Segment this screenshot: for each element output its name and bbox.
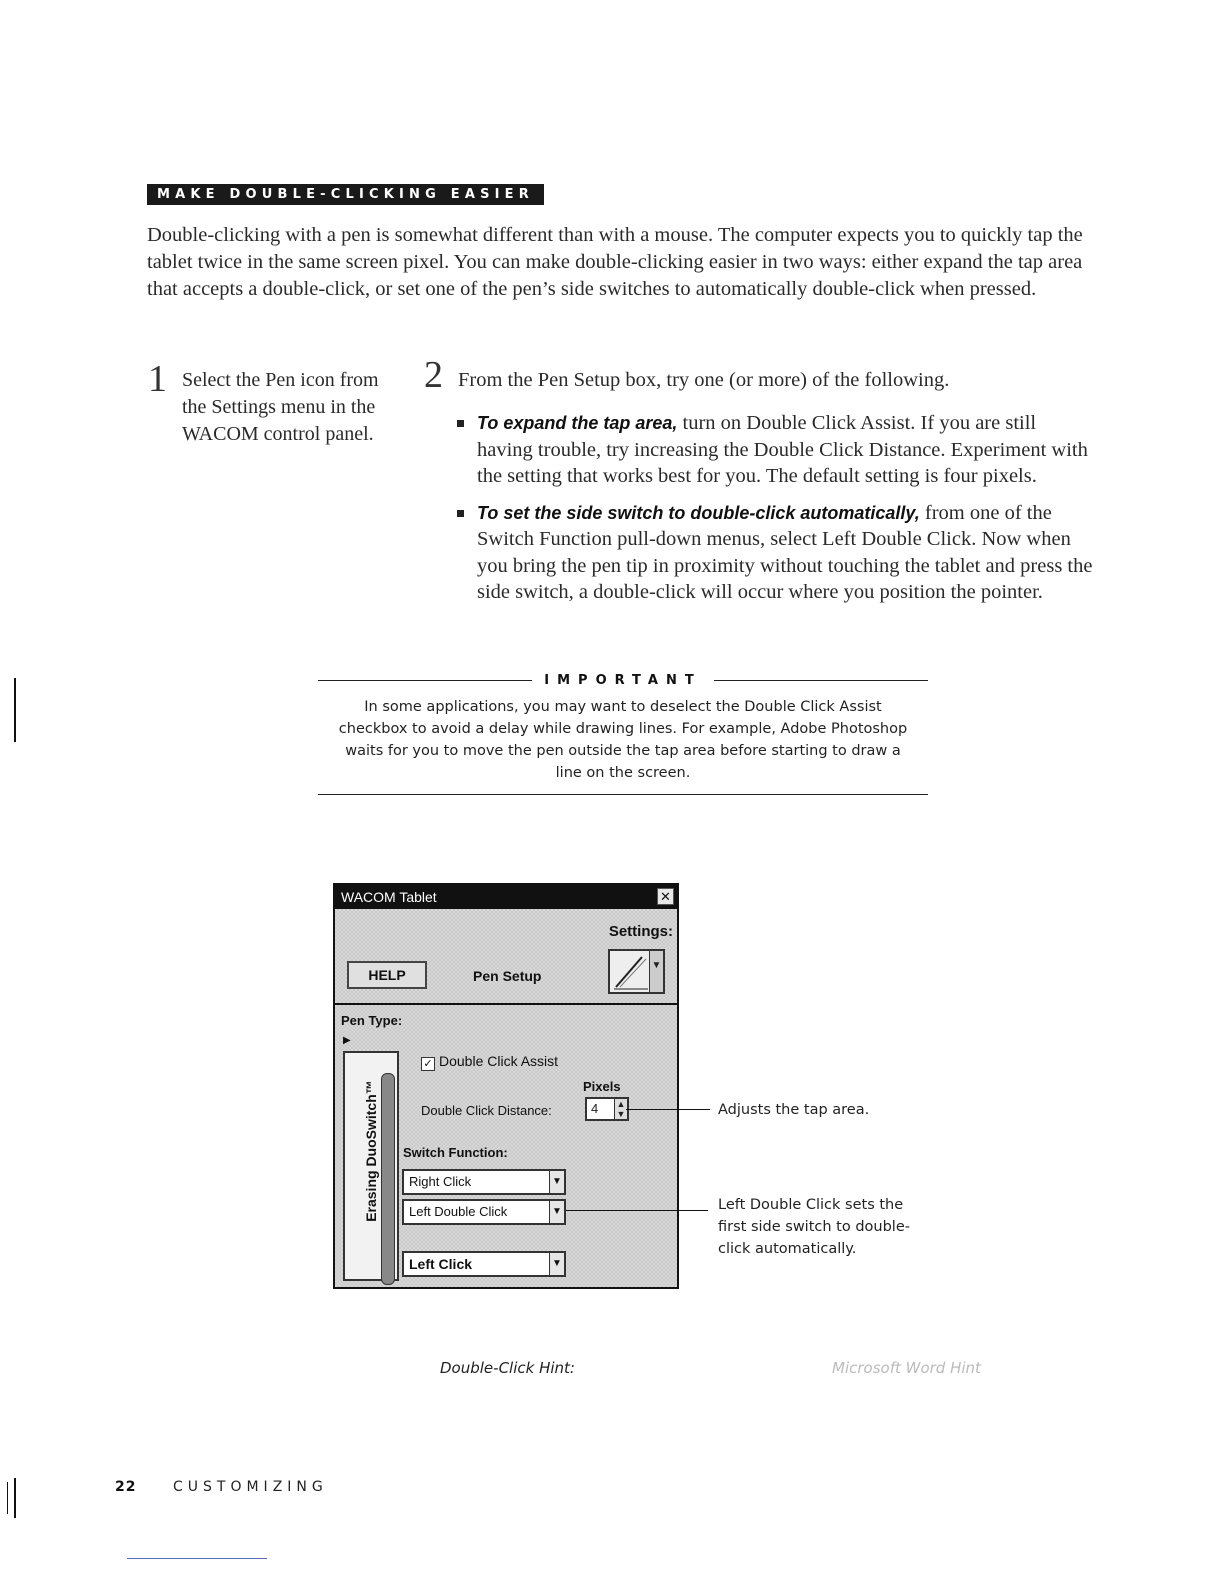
wacom-dialog	[333, 883, 679, 1289]
step-2-text: From the Pen Setup box, try one (or more) of the following.	[458, 369, 950, 391]
option-lead: To set the side switch to double-click automatically,	[477, 502, 920, 523]
settings-label: Settings:	[608, 923, 673, 940]
important-note	[318, 673, 928, 795]
help-button[interactable]: HELP	[347, 961, 427, 989]
arrow-right-icon: ▶	[343, 1035, 351, 1046]
chevron-down-icon: ▼	[549, 1253, 564, 1275]
switch-function-dropdown-1[interactable]	[402, 1169, 566, 1195]
bullet-icon	[457, 420, 464, 427]
callout-tap-area: Adjusts the tap area.	[718, 1102, 870, 1118]
dropdown-value: Left Double Click	[409, 1204, 508, 1219]
divider	[318, 794, 928, 795]
option-lead: To expand the tap area,	[477, 413, 678, 433]
callout-line	[626, 1109, 710, 1110]
chevron-down-icon: ▼	[549, 1171, 564, 1193]
footer-section: CUSTOMIZING	[173, 1479, 328, 1495]
list-item	[457, 410, 1097, 490]
step-2-number: 2	[424, 354, 443, 396]
list-item	[457, 500, 1097, 606]
margin-mark	[7, 1482, 8, 1514]
option-text: from one of the Switch Function pull-down menus, select Left Double Click. Now when you bring the pen tip in proximity without touching the tablet and press the side switch, a double-click will occur where you position the pointer.	[477, 501, 1093, 603]
divider	[127, 1558, 267, 1559]
word-hint: Microsoft Word Hint	[832, 1359, 981, 1377]
page-number: 22	[115, 1479, 137, 1495]
spinner-icon[interactable]: ▲ ▼	[614, 1099, 627, 1119]
bullet-icon	[457, 510, 464, 517]
margin-mark	[14, 678, 16, 742]
step-2-options	[457, 410, 1097, 616]
step-1-number: 1	[148, 358, 167, 400]
settings-dropdown[interactable]	[608, 949, 665, 994]
option-text: turn on Double Click Assist. If you are still having trouble, try increasing the Double Click Distance. Experiment with the setting that works best for you. The default setting is four pixels.	[477, 412, 1088, 487]
double-click-assist-checkbox[interactable]	[421, 1053, 558, 1071]
tip-function-dropdown[interactable]	[402, 1251, 566, 1277]
divider	[714, 680, 928, 681]
pen-setup-label: Pen Setup	[473, 968, 542, 984]
double-click-distance-input[interactable]	[585, 1097, 629, 1121]
distance-value: 4	[591, 1101, 599, 1116]
double-click-hint: Double-Click Hint:	[440, 1359, 575, 1377]
pen-type-label: Pen Type:	[341, 1013, 403, 1028]
callout-line	[566, 1210, 708, 1211]
divider	[318, 680, 532, 681]
dropdown-value: Right Click	[409, 1174, 472, 1189]
dropdown-value: Left Click	[409, 1256, 473, 1272]
important-text: In some applications, you may want to deselect the Double Click Assist checkbox to avoid a delay while drawing lines. For example, Adobe Photoshop waits for you to move the pen outside the tap area before starting to draw a line on the screen.	[338, 699, 908, 781]
pen-icon	[610, 951, 650, 992]
dialog-titlebar	[335, 885, 677, 909]
margin-mark	[14, 1478, 16, 1518]
callout-double-click: Left Double Click sets the first side switch to double-click automatically.	[718, 1197, 910, 1257]
intro-paragraph: Double-clicking with a pen is somewhat different than with a mouse. The computer expects you to quickly tap the tablet twice in the same screen pixel. You can make double-clicking easier in two ways: either expand the tap area that accepts a double-click, or set one of the pen’s side switches to automatically double-click when pressed.	[147, 224, 1083, 300]
pen-name: Erasing DuoSwitch™	[363, 1080, 379, 1222]
dialog-title: WACOM Tablet	[341, 889, 437, 905]
important-heading: IMPORTANT	[544, 673, 702, 688]
important-heading-row	[318, 673, 928, 688]
chevron-down-icon: ▼	[549, 1201, 564, 1223]
switch-function-dropdown-2[interactable]	[402, 1199, 566, 1225]
pen-type-selector[interactable]	[343, 1051, 399, 1281]
pen-image-icon	[381, 1073, 395, 1285]
switch-function-label: Switch Function:	[403, 1145, 508, 1160]
chevron-down-icon: ▼	[649, 951, 663, 992]
step-1-text: Select the Pen icon from the Settings menu in the WACOM control panel.	[182, 369, 379, 445]
checkmark-icon[interactable]: ✓	[421, 1057, 435, 1071]
double-click-distance-label: Double Click Distance:	[421, 1103, 552, 1118]
pixels-label: Pixels	[583, 1079, 621, 1094]
section-title: MAKE DOUBLE-CLICKING EASIER	[147, 184, 544, 205]
divider	[335, 1003, 677, 1005]
close-icon[interactable]: ✕	[657, 888, 674, 905]
checkbox-label: Double Click Assist	[439, 1053, 559, 1069]
